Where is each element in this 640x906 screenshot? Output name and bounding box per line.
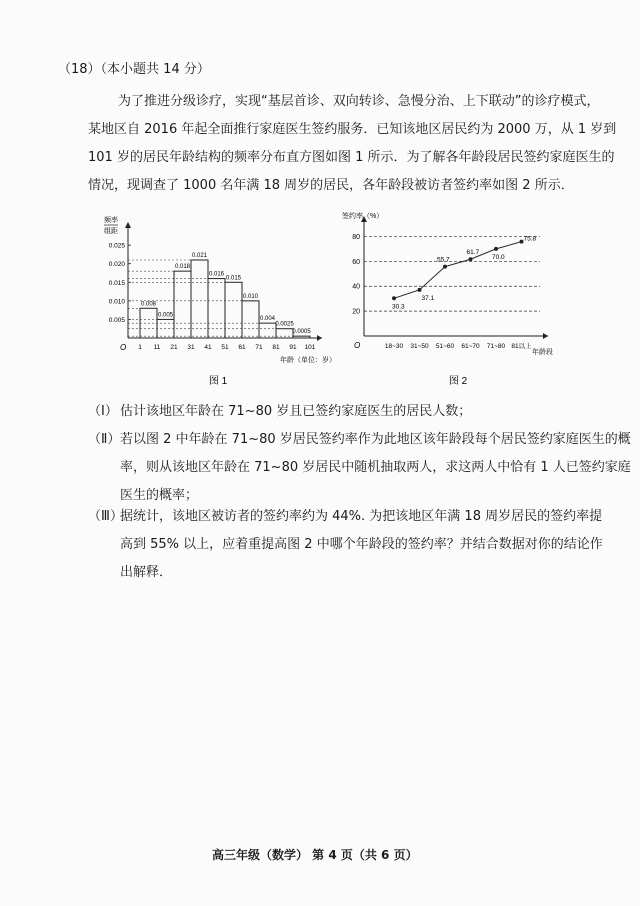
intro-line-4: 情况，现调查了 1000 名年满 18 周岁的居民，各年龄段被访者签约率如图 2 所示． (88, 178, 574, 193)
data-label: 55.7 (437, 256, 450, 264)
figure-2-caption: 图 2 (448, 376, 468, 387)
series-line (394, 242, 522, 299)
part-3-line-3: 出解释． (120, 565, 173, 580)
page-footer: 高三年级（数学） 第 4 页（共 6 页） (212, 848, 418, 862)
data-label: 37.1 (421, 294, 435, 302)
x-tick-label: 11 (153, 344, 161, 351)
x-tick-label: 71 (255, 344, 263, 351)
part-3-line-2: 高到 55% 以上，应着重提高图 2 中哪个年龄段的签约率？并结合数据对你的结论作 (120, 537, 603, 552)
x-tick-label: 51 (221, 344, 229, 351)
x-tick-label: 101 (304, 344, 316, 351)
bar-value-label: 0.021 (191, 253, 208, 259)
x-axis-arrow (317, 335, 322, 341)
intro-line-3: 101 岁的居民年龄结构的频率分布直方图如图 1 所示．为了解各年龄段居民签约家庭医生的 (88, 150, 615, 165)
x-tick-label: 61 (238, 344, 246, 351)
x-tick-label: 61~70 (461, 343, 480, 350)
part-2-number: （Ⅱ） (88, 432, 121, 447)
bar-value-label: 0.015 (225, 275, 242, 282)
part-2-line-3: 医生的概率； (120, 488, 199, 503)
y-axis-label-bottom: 组距 (104, 228, 118, 235)
data-label: 75.8 (523, 235, 537, 243)
intro-line-2: 某地区自 2016 年起全面推行家庭医生签约服务．已知该地区居民约为 2000 万，从 1 岁到 (88, 122, 617, 137)
data-point (494, 247, 498, 251)
x-tick-label: 81 (272, 344, 280, 351)
question-header: （18）（本小题共 14 分） (58, 62, 210, 77)
part-1-number: （Ⅰ） (88, 404, 118, 419)
x-tick-label: 71~80 (486, 343, 506, 350)
x-axis-label: 年龄（单位：岁） (280, 357, 336, 364)
y-tick-label: 20 (352, 308, 360, 316)
y-tick-label: 80 (352, 233, 360, 241)
figure-1-histogram (92, 210, 342, 390)
y-tick-label: 0.005 (108, 316, 125, 324)
data-point (443, 265, 447, 269)
histogram-bar (259, 323, 276, 338)
part-3-number: （Ⅲ） (88, 509, 123, 524)
x-axis-label: 年龄段 (532, 349, 553, 356)
histogram-bar (293, 336, 310, 338)
data-point (469, 257, 473, 261)
x-axis-arrow (543, 333, 548, 339)
data-label: 30.3 (392, 303, 405, 311)
y-tick-label: 60 (352, 258, 360, 266)
histogram-bar (242, 301, 259, 338)
y-tick-label: 40 (352, 283, 360, 291)
y-tick-label: 0.010 (108, 298, 125, 306)
y-axis-label-top: 频率 (104, 217, 118, 224)
bar-value-label: 0.0025 (275, 321, 294, 328)
histogram-bar (191, 260, 208, 338)
x-tick-label: 31 (187, 344, 195, 351)
part-3-line-1: 据统计，该地区被访者的签约率约为 44%. 为把该地区年满 18 周岁居民的签约率提 (120, 509, 603, 524)
part-2-line-1: 若以图 2 中年龄在 71~80 岁居民签约率作为此地区该年龄段每个居民签约家庭医生的概 (120, 432, 631, 447)
bar-value-label: 0.004 (259, 316, 276, 323)
y-tick-label: 0.020 (108, 261, 125, 269)
histogram-bar (208, 279, 225, 338)
part-1-line-1: 估计该地区年龄在 71~80 岁且已签约家庭医生的居民人数； (120, 404, 472, 419)
histogram-bar (174, 271, 191, 338)
part-2-line-2: 率，则从该地区年龄在 71~80 岁居民中随机抽取两人，求这两人中恰有 1 人已签约家庭 (120, 460, 631, 475)
x-tick-label: 81以上 (511, 343, 532, 350)
bar-value-label: 0.008 (140, 301, 157, 308)
bar-value-label: 0.005 (157, 312, 174, 319)
x-tick-label: 1 (138, 344, 142, 351)
intro-line-1: 为了推进分级诊疗，实现“基层首诊、双向转诊、急慢分治、上下联动”的诊疗模式， (118, 94, 600, 109)
bar-value-label: 0.0005 (292, 329, 311, 336)
x-tick-label: 18~30 (384, 343, 404, 350)
x-tick-label: 51~60 (435, 343, 455, 350)
data-label: 70.0 (492, 253, 505, 261)
y-axis-arrow (125, 222, 131, 228)
data-label: 61.7 (466, 249, 480, 257)
y-tick-label: 0.025 (108, 242, 125, 250)
x-tick-label: 31~50 (410, 343, 429, 350)
histogram-bar (225, 282, 242, 338)
bar-value-label: 0.010 (242, 293, 259, 300)
data-point (392, 296, 396, 300)
data-point (418, 288, 422, 292)
bar-value-label: 0.016 (208, 271, 225, 278)
y-axis-label: 签约率（%） (342, 213, 384, 220)
bar-value-label: 0.018 (174, 264, 191, 271)
x-tick-label: 91 (289, 344, 297, 351)
x-tick-label: 21 (170, 344, 178, 351)
origin-label: O (120, 343, 127, 352)
histogram-bar (276, 329, 293, 338)
y-tick-label: 0.015 (108, 279, 125, 287)
x-tick-label: 41 (204, 344, 212, 351)
figure-1-caption: 图 1 (208, 376, 228, 387)
figure-2-line-chart (334, 206, 564, 390)
origin-label: O (354, 341, 361, 350)
